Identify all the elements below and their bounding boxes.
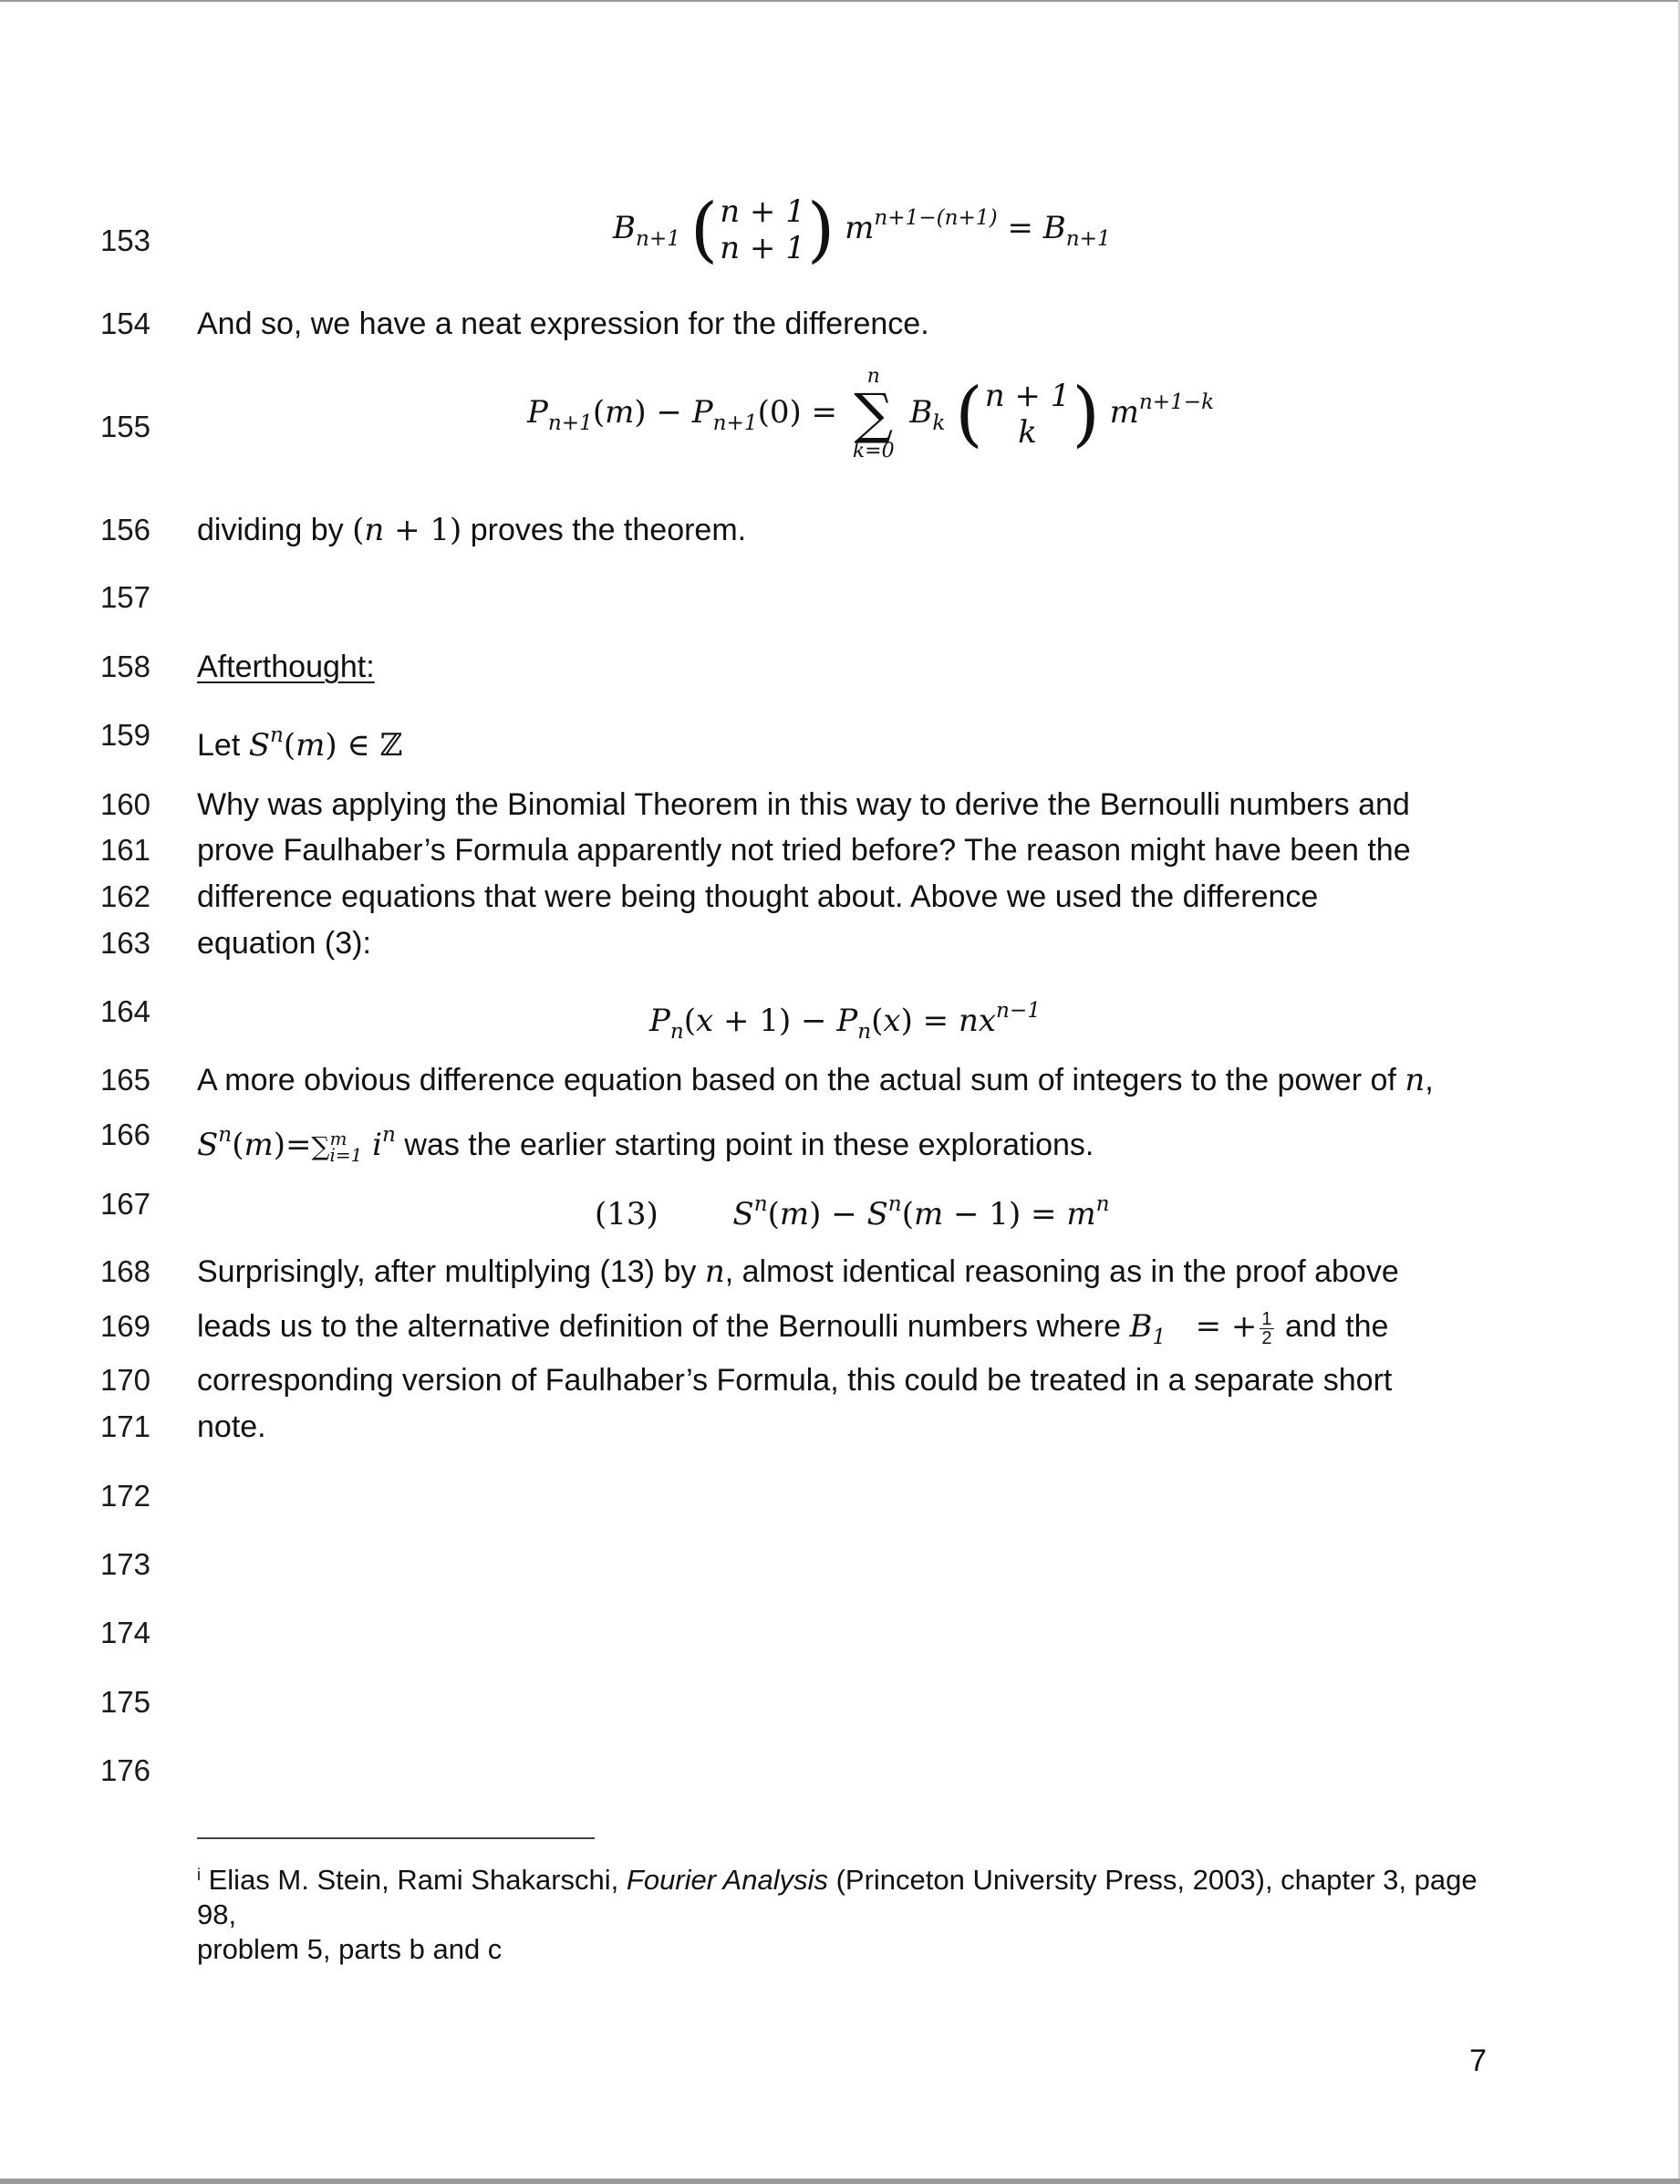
equation-164: $P_n(x + 1) - P_n(x) = nx^{n-1}$ bbox=[649, 999, 1041, 1045]
line-number: 170 bbox=[99, 1363, 150, 1397]
footnote-book-title: Fourier Analysis bbox=[626, 1864, 828, 1896]
line-number: 176 bbox=[99, 1753, 150, 1787]
text-line-171: note. bbox=[197, 1409, 266, 1444]
text-line-170: corresponding version of Faulhaber’s Formula, this could be treated in a separate short bbox=[197, 1363, 1393, 1398]
footnote-author: Elias M. Stein, Rami Shakarschi, bbox=[201, 1864, 627, 1896]
footnote bbox=[197, 1857, 1492, 1967]
text-fragment: proves the theorem. bbox=[461, 513, 747, 547]
section-heading-afterthought: Afterthought: bbox=[197, 650, 375, 684]
line-number: 156 bbox=[99, 513, 150, 546]
page-bottom-border bbox=[0, 2179, 1680, 2184]
line-number: 157 bbox=[99, 580, 150, 614]
line-number: 172 bbox=[99, 1479, 150, 1513]
text-fragment: and the bbox=[1276, 1309, 1389, 1344]
line-number: 171 bbox=[99, 1409, 150, 1443]
text-fragment: Surprisingly, after multiplying (13) by bbox=[197, 1254, 705, 1289]
line-number: 175 bbox=[99, 1685, 150, 1719]
text-fragment: A more obvious difference equation based on the actual sum of integers to the power of bbox=[197, 1063, 1405, 1097]
text-line-165: A more obvious difference equation based on the actual sum of integers to the power of n, bbox=[197, 1062, 1434, 1098]
text-line-160: Why was applying the Binomial Theorem in this way to derive the Bernoulli numbers and bbox=[197, 787, 1410, 822]
text-line-156: dividing by (n + 1) proves the theorem. bbox=[197, 512, 747, 548]
text-line-163: equation (3): bbox=[197, 926, 371, 961]
text-line-158 bbox=[197, 649, 1492, 685]
text-line-159: Let $S^n(m)$ ∈ ℤ bbox=[197, 723, 403, 764]
footnote-line-2: problem 5, parts b and c bbox=[197, 1933, 503, 1965]
text-fragment: almost identical reasoning as in the proof above bbox=[733, 1254, 1399, 1289]
equation-155: $P_{n+1}(m) - P_{n+1}(0)$ = n ∑ k=0 $B_k$ ( n + 1 k ) $m^{n+1-k}$ bbox=[527, 365, 1215, 463]
line-number: 155 bbox=[99, 410, 150, 443]
text-line-169: leads us to the alternative definition of the Bernoulli numbers where $B_1$ = + $\frac{1}{2}$ and the bbox=[197, 1308, 1389, 1350]
text-line-168: Surprisingly, after multiplying (13) by n, almost identical reasoning as in the proof above bbox=[197, 1253, 1399, 1290]
line-number: 163 bbox=[99, 926, 150, 960]
equation-label: (13) bbox=[595, 1196, 659, 1233]
footnote-separator bbox=[197, 1837, 595, 1839]
line-number: 158 bbox=[99, 650, 150, 683]
line-number: 162 bbox=[99, 879, 150, 913]
line-number: 160 bbox=[99, 787, 150, 821]
line-number: 168 bbox=[99, 1254, 150, 1288]
text-line-154: And so, we have a neat expression for the difference. bbox=[197, 307, 929, 341]
text-fragment: was the earlier starting point in these explorations. bbox=[395, 1128, 1094, 1163]
line-number: 166 bbox=[99, 1118, 150, 1151]
line-number: 153 bbox=[99, 224, 150, 257]
line-number: 167 bbox=[99, 1187, 150, 1221]
page-top-border bbox=[0, 0, 1680, 2]
line-number: 165 bbox=[99, 1063, 150, 1097]
text-line-161: prove Faulhaber’s Formula apparently not tried before? The reason might have been the bbox=[197, 833, 1411, 868]
footnote-marker: i bbox=[197, 1866, 201, 1884]
line-number: 169 bbox=[99, 1309, 150, 1343]
text-fragment: leads us to the alternative definition of the Bernoulli numbers where bbox=[197, 1309, 1130, 1344]
equation-167: (13) $S^n(m) - S^n(m - 1) = m^n$ bbox=[595, 1192, 1110, 1233]
text-line-162: difference equations that were being thought about. Above we used the difference bbox=[197, 879, 1319, 914]
line-number: 173 bbox=[99, 1547, 150, 1581]
line-number: 154 bbox=[99, 307, 150, 340]
page-number: 7 bbox=[1469, 2044, 1487, 2078]
line-number: 164 bbox=[99, 994, 150, 1028]
text-fragment: Let bbox=[197, 728, 249, 764]
line-number: 161 bbox=[99, 833, 150, 867]
line-number: 174 bbox=[99, 1616, 150, 1649]
line-number: 159 bbox=[99, 718, 150, 752]
footnote-details: (Princeton University Press, 2003), chapter 3, page 98, bbox=[197, 1864, 1478, 1930]
text-fragment: dividing by bbox=[197, 513, 353, 547]
text-line-166: $S^n(m)=\sum$ m i=1 $i^n$ was the earlier starting point in these explorations. bbox=[197, 1123, 1094, 1167]
equation-153: $B_{n+1}$ ( n + 1 n + 1 ) $m^{n+1-(n+1)} = B_{n+1}$ bbox=[613, 189, 1111, 271]
